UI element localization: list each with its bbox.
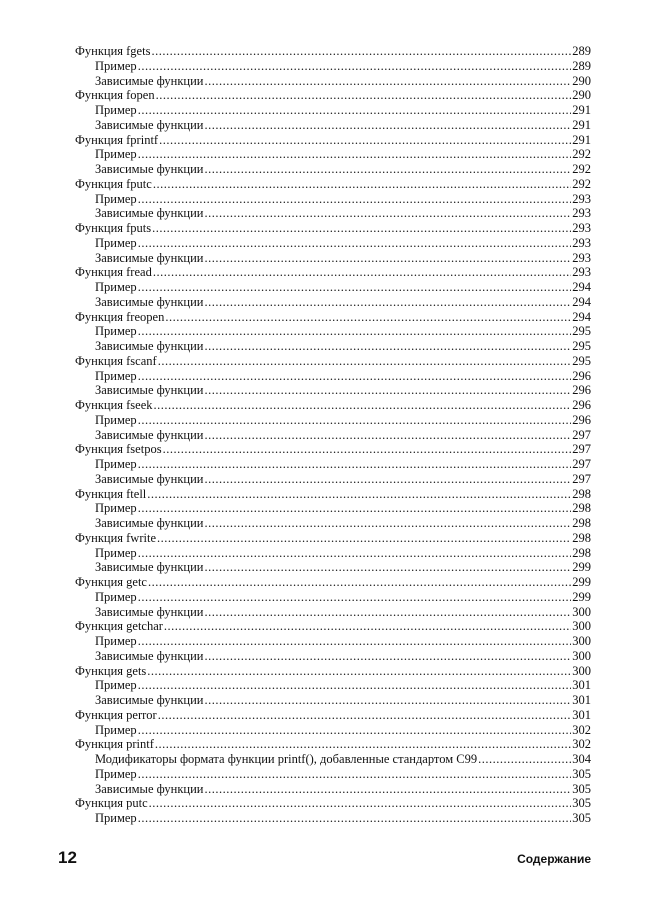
dot-leader [205,560,572,575]
toc-entry [75,133,591,148]
toc-page-number: 302 [572,737,591,752]
toc-entry [75,737,591,752]
toc-page-number: 297 [572,457,591,471]
toc-entry-title: Пример [95,103,137,117]
toc-subentry [75,280,591,295]
toc-entry-title: Пример [95,589,137,604]
toc-page-number: 295 [572,324,591,339]
toc-entry [75,398,591,413]
toc-subentry [75,103,591,118]
toc-entry-title: Функция ftell [75,486,147,501]
toc-subentry [75,678,591,693]
toc-entry [75,354,591,369]
dot-leader [138,413,572,428]
toc-entry [75,310,591,325]
toc-entry [75,664,591,679]
toc-entry-title: Зависимые функции [95,73,204,88]
toc-subentry [75,546,591,561]
toc-subentry [75,693,591,708]
toc-entry-title: Функция fscanf [75,353,157,368]
toc-entry-title: Пример [95,58,137,73]
toc-page-number: 305 [572,811,591,825]
dot-leader [205,649,572,664]
dot-leader [205,472,572,487]
toc-page-number: 301 [572,693,591,707]
toc-entry-title: Пример [95,147,137,162]
toc-entry-title: Функция fseek [75,398,153,412]
toc-page-number: 302 [572,722,591,737]
toc-entry-title: Функция fprintf [75,132,159,147]
dot-leader [138,369,572,384]
dot-leader [147,664,571,679]
toc-subentry [75,147,591,162]
toc-entry [75,221,591,236]
toc-entry [75,442,591,457]
toc-subentry [75,560,591,575]
toc-entry [75,796,591,811]
dot-leader [138,59,572,74]
toc-page-number: 298 [572,486,591,501]
dot-leader [138,147,572,162]
dot-leader [138,546,572,561]
toc-subentry [75,206,591,221]
toc-page-number: 290 [572,88,591,103]
toc-page-number: 299 [572,575,591,589]
dot-leader [158,354,572,369]
dot-leader [148,575,571,590]
toc-entry [75,88,591,103]
dot-leader [205,782,572,797]
dot-leader [159,133,571,148]
toc-entry-title: Функция fread [75,265,152,280]
toc-entry-title: Пример [95,412,137,427]
dot-leader [138,590,572,605]
toc-entry-title: Функция fgets [75,44,151,58]
toc-subentry [75,383,591,398]
toc-page-number: 294 [572,294,591,309]
toc-page-number: 298 [572,530,591,545]
toc-subentry [75,472,591,487]
toc-page-number: 299 [572,560,591,575]
toc-entry [75,177,591,192]
toc-page-number: 297 [572,471,591,486]
dot-leader [138,767,572,782]
toc-page-number: 291 [572,103,591,117]
toc-page-number: 305 [572,766,591,781]
toc-page-number: 293 [572,250,591,265]
toc-page-number: 292 [572,162,591,176]
dot-leader [154,398,572,413]
toc-subentry [75,295,591,310]
toc-entry-title: Зависимые функции [95,250,204,265]
toc-page-number: 295 [572,339,591,353]
toc-page-number: 294 [572,280,591,294]
toc-page-number: 290 [572,73,591,88]
toc-page-number: 294 [572,309,591,324]
toc-page-number: 296 [572,398,591,412]
toc-entry-title: Функция perror [75,707,157,722]
toc-subentry [75,192,591,207]
toc-subentry [75,324,591,339]
toc-entry [75,531,591,546]
dot-leader [138,457,572,472]
toc-subentry [75,428,591,443]
toc-page-number: 292 [572,147,591,162]
dot-leader [138,634,572,649]
dot-leader [147,487,571,502]
toc-entry-title: Пример [95,280,137,294]
toc-subentry [75,236,591,251]
toc-entry [75,44,591,59]
dot-leader [165,310,571,325]
toc-page-number: 296 [572,368,591,383]
dot-leader [155,737,571,752]
dot-leader [138,723,572,738]
toc-page-number: 304 [572,752,591,766]
dot-leader [205,74,572,89]
toc-page-number: 293 [572,265,591,280]
toc-entry-title: Пример [95,235,137,250]
toc-entry-title: Функция getc [75,575,147,589]
dot-leader [138,324,572,339]
toc-entry-title: Зависимые функции [95,117,204,132]
toc-page-number: 300 [572,619,591,634]
toc-entry-title: Функция fwrite [75,530,156,545]
toc-page-number: 298 [572,545,591,560]
toc-page-number: 305 [572,781,591,796]
dot-leader [205,605,572,620]
toc-entry-title: Зависимые функции [95,206,204,221]
toc-entry-title: Функция getchar [75,619,163,634]
toc-subentry [75,605,591,620]
toc-page-number: 300 [572,648,591,663]
dot-leader [205,516,572,531]
toc-page-number: 289 [572,44,591,58]
toc-entry-title: Зависимые функции [95,383,204,398]
toc-page-number: 293 [572,221,591,235]
table-of-contents [75,44,591,826]
toc-subentry [75,59,591,74]
toc-subentry [75,723,591,738]
toc-entry-title: Пример [95,545,137,560]
toc-entry-title: Функция gets [75,663,147,678]
toc-entry-title: Зависимые функции [95,339,204,353]
toc-page-number: 293 [572,191,591,206]
toc-entry-title: Зависимые функции [95,162,204,176]
dot-leader [205,295,572,310]
dot-leader [149,796,572,811]
toc-entry-title: Пример [95,457,137,471]
toc-page-number: 295 [572,353,591,368]
toc-subentry [75,811,591,826]
dot-leader [138,103,572,118]
running-section-title: Содержание [517,852,591,866]
dot-leader [138,678,572,693]
toc-subentry [75,782,591,797]
dot-leader [138,192,572,207]
toc-subentry [75,251,591,266]
toc-subentry [75,339,591,354]
toc-page-number: 292 [572,176,591,191]
toc-entry-title: Функция fputc [75,176,152,191]
toc-entry-title: Зависимые функции [95,516,204,530]
toc-subentry [75,118,591,133]
toc-page-number: 289 [572,58,591,73]
dot-leader [138,280,572,295]
toc-subentry [75,457,591,472]
dot-leader [478,752,571,767]
toc-entry [75,265,591,280]
toc-entry-title: Пример [95,722,137,737]
dot-leader [157,531,571,546]
toc-entry-title: Функция fputs [75,221,152,235]
toc-subentry [75,162,591,177]
dot-leader [205,251,572,266]
toc-entry-title: Зависимые функции [95,604,204,619]
toc-entry-title: Функция fopen [75,88,155,103]
toc-entry-title: Функция fsetpos [75,442,162,457]
toc-entry-title: Пример [95,634,137,648]
toc-entry-title: Пример [95,678,137,693]
toc-entry [75,487,591,502]
dot-leader [164,619,571,634]
dot-leader [152,221,571,236]
toc-subentry [75,413,591,428]
toc-entry-title: Функция freopen [75,309,165,324]
dot-leader [158,708,572,723]
toc-subentry [75,590,591,605]
toc-entry-title: Зависимые функции [95,560,204,575]
toc-page-number: 301 [572,678,591,693]
toc-page-number: 297 [572,442,591,457]
dot-leader [205,428,572,443]
toc-entry-title: Зависимые функции [95,427,204,442]
toc-page-number: 293 [572,206,591,221]
toc-entry-title: Пример [95,368,137,383]
toc-entry-title: Зависимые функции [95,693,204,707]
toc-entry-title: Функция printf [75,737,154,752]
dot-leader [205,383,572,398]
toc-page-number: 299 [572,589,591,604]
toc-page-number: 298 [572,501,591,516]
toc-entry-title: Пример [95,811,137,825]
toc-entry-title: Зависимые функции [95,294,204,309]
toc-entry [75,619,591,634]
dot-leader [205,118,572,133]
page-number: 12 [58,848,77,867]
toc-subentry [75,369,591,384]
toc-page-number: 291 [572,132,591,147]
toc-entry-title: Зависимые функции [95,471,204,486]
toc-entry-title: Зависимые функции [95,648,204,663]
toc-subentry [75,649,591,664]
dot-leader [205,162,572,177]
toc-subentry [75,634,591,649]
toc-page-number: 297 [572,427,591,442]
toc-entry-title: Зависимые функции [95,781,204,796]
toc-page-number: 296 [572,383,591,398]
toc-page-number: 296 [572,412,591,427]
toc-subentry [75,752,591,767]
dot-leader [153,265,571,280]
toc-entry [75,708,591,723]
toc-page-number: 300 [572,604,591,619]
dot-leader [151,44,571,59]
dot-leader [138,811,572,826]
dot-leader [138,501,572,516]
toc-entry-title: Пример [95,766,137,781]
dot-leader [205,693,572,708]
dot-leader [156,88,572,103]
toc-page-number: 300 [572,634,591,648]
toc-entry-title: Пример [95,501,137,516]
toc-entry-title: Пример [95,324,137,339]
toc-page-number: 298 [572,516,591,530]
toc-page-number: 300 [572,663,591,678]
toc-subentry [75,516,591,531]
dot-leader [153,177,571,192]
page-footer [58,848,591,872]
toc-page-number: 291 [572,117,591,132]
dot-leader [205,206,572,221]
toc-entry-title: Пример [95,191,137,206]
dot-leader [163,442,572,457]
toc-subentry [75,74,591,89]
toc-page-number: 293 [572,235,591,250]
dot-leader [138,236,572,251]
toc-entry [75,575,591,590]
toc-entry-title: Модификаторы формата функции printf(), добавленные стандартом C99 [95,752,478,766]
toc-subentry [75,767,591,782]
toc-entry-title: Функция putc [75,796,148,811]
toc-page-number: 301 [572,707,591,722]
toc-subentry [75,501,591,516]
toc-page-number: 305 [572,796,591,811]
dot-leader [205,339,572,354]
